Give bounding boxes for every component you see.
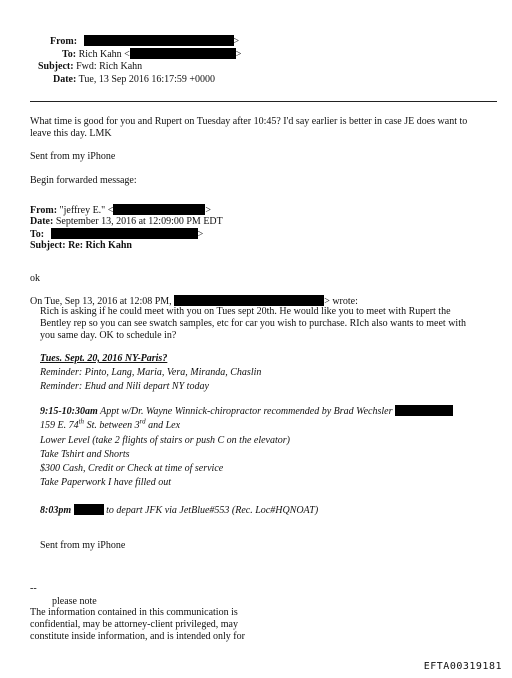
footer-dashes: -- <box>30 583 37 594</box>
quoted-intro-start: On Tue, Sep 13, 2016 at 12:08 PM, <box>30 296 172 307</box>
body-line-2: leave this day. LMK <box>30 128 112 139</box>
header-date-label: Date: <box>53 74 77 85</box>
fwd-from-label: From: <box>30 205 58 216</box>
header-subject-label: Subject: <box>38 61 74 72</box>
gt-symbol: > <box>197 229 204 240</box>
body-signature: Sent from my iPhone <box>30 151 116 162</box>
footer-disclaimer-1: The information contained in this communication is <box>30 607 238 618</box>
address-superscript: th <box>78 417 85 426</box>
header-from-label: From: <box>50 36 78 47</box>
fwd-date-row <box>30 216 223 228</box>
redaction-block <box>113 204 205 215</box>
address-end: and Lex <box>145 420 181 431</box>
header-to-row <box>62 48 241 61</box>
header-to-label: To: <box>62 49 77 60</box>
fwd-reply: ok <box>30 273 40 284</box>
redaction-block <box>74 504 104 515</box>
redaction-block <box>395 405 453 416</box>
address-start: 159 E. 74 <box>40 420 79 431</box>
quoted-para-2: Bentley rep so you can see swatch samples, etc for car you wish to purchase. RIch also wants to meet with <box>40 318 466 329</box>
header-date-value: Tue, 13 Sep 2016 16:17:59 +0000 <box>78 74 216 85</box>
fwd-subject-value: Re: Rich Kahn <box>68 240 132 251</box>
body-line-1: What time is good for you and Rupert on Tuesday after 10:45? I'd say earlier is better in case JE does want to <box>30 116 468 127</box>
gt-symbol: > <box>235 49 242 60</box>
fwd-subject-label: Subject: <box>30 240 66 251</box>
appointment-text: Appt w/Dr. Wayne Winnick-chiropractor recommended by Brad Wechsler <box>97 406 393 417</box>
footer-disclaimer-2: confidential, may be attorney-client privileged, may <box>30 619 238 630</box>
schedule-reminder-1: Reminder: Pinto, Lang, Maria, Vera, Miranda, Chaslin <box>40 367 262 378</box>
fwd-from-value: "jeffrey E." < <box>59 205 114 216</box>
appointment-time: 9:15-10:30am <box>40 406 98 417</box>
appointment-address <box>40 417 181 432</box>
address-superscript-2: rd <box>139 417 146 426</box>
redaction-block <box>130 48 236 59</box>
schedule-signature: Sent from my iPhone <box>40 540 126 551</box>
schedule-reminder-2: Reminder: Ehud and Nili depart NY today <box>40 381 209 392</box>
document-id: EFTA00319181 <box>423 661 502 672</box>
header-subject-row <box>38 61 142 73</box>
fwd-to-label: To: <box>30 229 45 240</box>
redaction-block <box>84 35 234 46</box>
footer-please-note: please note <box>52 596 97 607</box>
header-subject-value: Fwd: Rich Kahn <box>76 61 143 72</box>
redaction-block <box>51 228 198 239</box>
paperwork-note: Take Paperwork I have filled out <box>40 477 171 488</box>
flight-line <box>40 504 318 517</box>
quoted-para-1: Rich is asking if he could meet with you on Tues sept 20th. He would like you to meet with Rupert the <box>40 306 451 317</box>
redaction-block <box>174 295 324 306</box>
lower-level-note: Lower Level (take 2 flights of stairs or push C on the elevator) <box>40 435 290 446</box>
schedule-title: Tues. Sept. 20, 2016 NY-Paris? <box>40 353 168 364</box>
header-divider <box>30 101 497 102</box>
header-from-row <box>50 35 239 48</box>
gt-symbol: > <box>233 36 240 47</box>
footer-disclaimer-3: constitute inside information, and is intended only for <box>30 631 245 642</box>
appointment-line <box>40 405 453 418</box>
fwd-subject-row <box>30 240 132 252</box>
payment-note: $300 Cash, Credit or Check at time of service <box>40 463 224 474</box>
begin-forwarded: Begin forwarded message: <box>30 175 137 186</box>
gt-symbol: > <box>205 205 212 216</box>
header-date-row <box>53 74 215 86</box>
header-to-value: Rich Kahn < <box>78 49 130 60</box>
fwd-date-label: Date: <box>30 216 54 227</box>
quoted-intro-end: > wrote: <box>324 296 358 307</box>
quoted-para-3: you same day. OK to schedule in? <box>40 330 177 341</box>
address-mid: St. between 3 <box>84 420 140 431</box>
flight-time: 8:03pm <box>40 505 72 516</box>
fwd-date-value: September 13, 2016 at 12:09:00 PM EDT <box>55 216 223 227</box>
tshirt-note: Take Tshirt and Shorts <box>40 449 130 460</box>
flight-text: to depart JFK via JetBlue#553 (Rec. Loc#HQNOAT) <box>103 505 319 516</box>
